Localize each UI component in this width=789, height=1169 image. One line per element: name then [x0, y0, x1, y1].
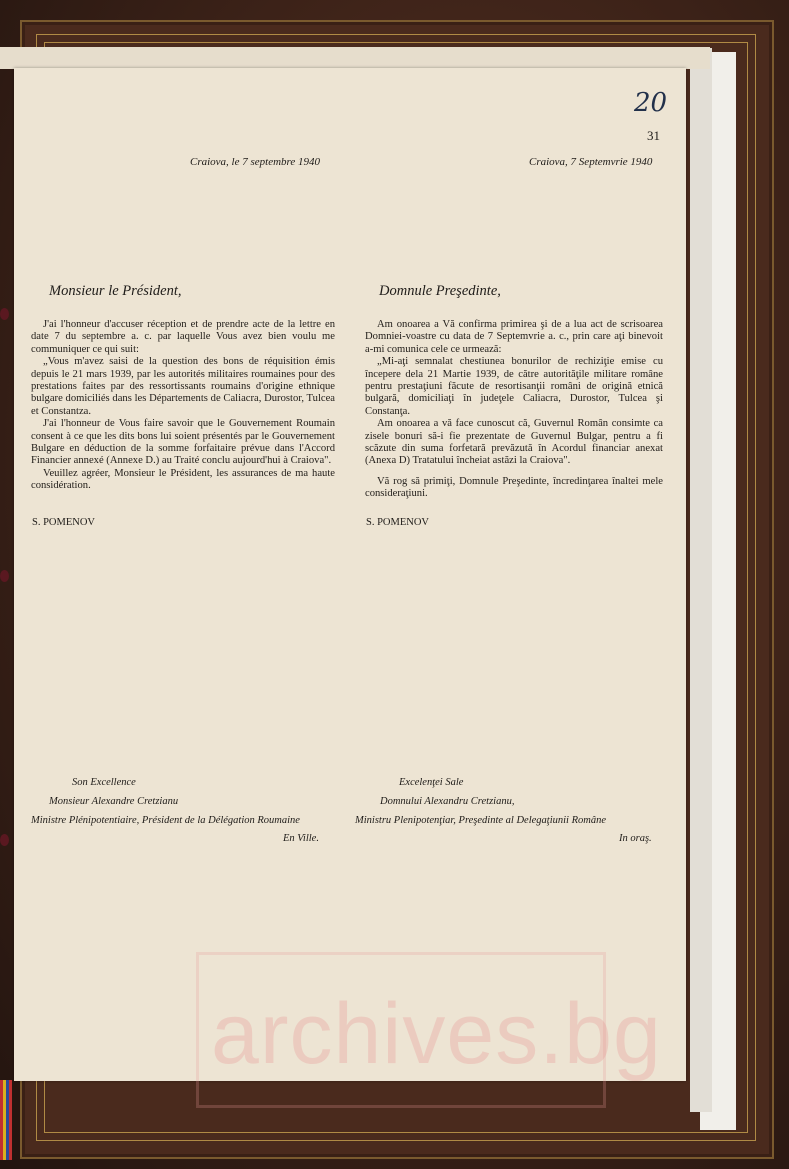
romanian-paragraph: Am onoarea a vă face cunoscut că, Guvernul Român consimte ca zisele bonuri să-i fie prezentate de Guvernul Bulgar, pentru a fi scăzute din suma forfetară prevăzută în Acordul financiar anexat (Anexa D) Tratatului încheiat astăzi la Craiova". [365, 418, 663, 467]
french-addressee-line: Son Excellence [72, 777, 136, 788]
romanian-signature: S. POMENOV [366, 517, 430, 528]
binding-hole [0, 308, 9, 320]
french-signature: S. POMENOV [32, 517, 96, 528]
romanian-paragraph: „Mi-aţi semnalat chestiunea bonurilor de rechiziţie emise cu începere dela 21 Martie 1939, de către autorităţile militare române pentru prestaţiuni făcute de resortisanţii români de origină etnică bulgară, domiciliaţi în judeţele Caliacra, Durostor, Tulcea şi Constanţa. [365, 356, 663, 417]
page-number: 31 [647, 128, 660, 143]
stacked-pages-edge-2 [690, 48, 712, 1112]
watermark-text: archives.bg [211, 986, 662, 1082]
romanian-addressee-line: Domnului Alexandru Cretzianu, [380, 796, 515, 807]
romanian-addressee-line: In oraş. [619, 833, 652, 844]
french-paragraph: Veuillez agréer, Monsieur le Président, les assurances de ma haute considération. [31, 467, 335, 492]
romanian-addressee-line: Excelenţei Sale [399, 777, 464, 788]
romanian-paragraph: Vă rog să primiţi, Domnule Preşedinte, încredinţarea înaltei mele consideraţiuni. [365, 475, 663, 500]
romanian-body [365, 319, 663, 501]
french-addressee-line: Monsieur Alexandre Cretzianu [49, 796, 179, 807]
archives-watermark [196, 952, 662, 1108]
document-page [14, 68, 686, 1081]
french-paragraph: „Vous m'avez saisi de la question des bons de réquisition émis depuis le 21 mars 1939, par les autorités militaires roumaines pour des prestations faites par des ressortissants roumains d'origine ethnique bulgare domiciliés dans les Départements de Caliacra, Durostor, Tulcea et Constantza. [31, 356, 335, 417]
french-body [31, 319, 335, 493]
french-salutation: Monsieur le Président, [49, 283, 182, 299]
french-date: Craiova, le 7 septembre 1940 [190, 156, 321, 168]
page-top-strip [0, 47, 710, 69]
french-paragraph: J'ai l'honneur d'accuser réception et de prendre acte de la lettre en date 7 du septembre a. c. par laquelle Vous avez bien voulu me communiquer ce qui suit: [31, 319, 335, 355]
binding-ribbon [0, 1080, 12, 1160]
handwritten-folio-number: 20 [634, 88, 668, 118]
french-addressee-line: En Ville. [283, 833, 319, 844]
french-paragraph: J'ai l'honneur de Vous faire savoir que le Gouvernement Roumain consent à ce que les dits bons lui soient présentés par le Gouvernement Bulgare en déduction de la somme forfaitaire prévue dans l'Accord Financier annexé (Annexe D.) au Traité conclu aujourd'hui à Craiova". [31, 418, 335, 467]
romanian-addressee-line: Ministru Plenipotenţiar, Preşedinte al Delegaţiunii Române [355, 815, 606, 826]
binding-hole [0, 834, 9, 846]
romanian-salutation: Domnule Preşedinte, [379, 283, 501, 299]
romanian-paragraph: Am onoarea a Vă confirma primirea şi de a lua act de scrisoarea Domniei-voastre cu data de 7 Septemvrie a. c., prin care aţi binevoit a-mi comunica cele ce urmează: [365, 319, 663, 355]
french-addressee-line: Ministre Plénipotentiaire, Président de la Délégation Roumaine [31, 815, 300, 826]
binding-hole [0, 570, 9, 582]
romanian-date: Craiova, 7 Septemvrie 1940 [529, 156, 653, 168]
